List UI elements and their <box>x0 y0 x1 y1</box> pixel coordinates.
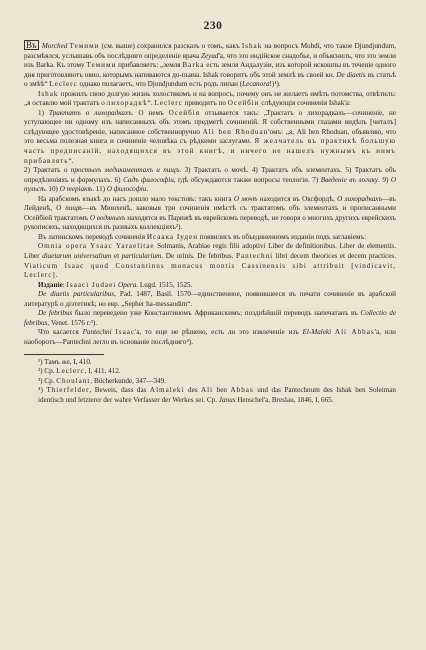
text-run: , гдѣ обсуждаются также вопросы теологіи. 7) <box>173 175 321 184</box>
text-run: Что касается <box>38 328 83 337</box>
italic-title: О мочѣ <box>233 194 258 203</box>
text-run: . О немъ <box>131 108 169 117</box>
footnote <box>24 367 396 377</box>
text-run: und das Pantechnum des Ishak ben Soleiman identisch und letzterer der wahre Verfasser der Werkes sei. Cp. <box>38 386 397 404</box>
text-run: : <box>62 280 67 289</box>
text-run: . 9) <box>378 175 391 184</box>
text-run: слѣдующія сочиненія Ishak'a: <box>259 99 351 108</box>
italic-title: Zeyad <box>201 51 219 60</box>
spaced-name: Thierfelder <box>46 386 90 395</box>
spaced-name: Осейбіи <box>227 99 260 108</box>
spaced-name: Осейбія <box>168 108 200 117</box>
paragraph <box>24 328 396 347</box>
spaced-name: Исаака Іуден <box>146 232 199 241</box>
text-run: des <box>184 386 202 395</box>
text-run: . 10) <box>44 185 60 194</box>
text-run: ). <box>188 337 194 346</box>
spaced-name: Isaaci Judaei <box>66 280 117 289</box>
italic-title: О водяныхъ <box>89 213 126 222</box>
text-run: “. <box>147 99 155 108</box>
text-run: . <box>55 271 58 280</box>
text-run: 'а, то еще не рѣшено, есть ли это извлеченіе изъ <box>135 328 303 337</box>
text-run: , Bücherkunde, 347—349. <box>90 376 166 385</box>
paragraph <box>24 309 396 328</box>
text-run: . De urinis. De febribus. <box>161 252 236 261</box>
italic-title: De diaetis <box>336 70 366 79</box>
paragraph <box>24 290 396 309</box>
text-run: ). <box>178 223 183 232</box>
spaced-name: Темими <box>86 61 117 70</box>
text-run: 1) <box>38 108 49 117</box>
text-run: Въ латинскомъ переводѣ сочиненія <box>38 232 147 241</box>
italic-title: Collectio de febribus <box>24 309 396 327</box>
drop-cap: Въ <box>26 40 37 50</box>
text-run: однако полагаетъ, что Djundjundum есть родъ липан ( <box>77 80 243 89</box>
text-run: . 3) Трактатъ о мочѣ. 4) Трактатъ объ элементахъ. 5) Трактатъ объ опредѣленіяхъ и формулахъ. 6) <box>24 166 396 184</box>
body-text <box>24 40 396 405</box>
text-run: Henschel'a, Breslau, 1846, I, 665. <box>235 395 334 404</box>
paragraph <box>24 40 396 90</box>
italic-title: простыхъ медикаментахъ и пищъ <box>70 166 180 175</box>
paragraph <box>24 233 396 243</box>
text-run: прожилъ свою долгую жизнь холостякомъ и на вопросъ, почему онъ не желаетъ имѣть потомства, отвѣтилъ: „я оставлю мой трактатъ о <box>24 89 396 108</box>
paragraph <box>24 195 396 233</box>
text-run: —въ Мюнхенѣ, каковыя три сочиненія имѣстѣ съ трактатомъ объ элементахъ и прописанными Осейбіей трактатомъ <box>24 204 396 222</box>
text-run: . Lugd. 1515, 1525. <box>136 280 193 289</box>
text-run: . 11) <box>92 185 107 194</box>
spaced-name: Choulant <box>56 376 91 385</box>
text-run: !) <box>269 80 275 89</box>
text-run: есть земля Андалузіи, изъ которой искошпы въ теченіе одного дня приготовляютъ овно, которымъ напиваются до-пьяна. Ishak говоритъ объ этой землѣ въ своей кн. <box>24 61 396 79</box>
italic-title: De diaetis particularibus <box>38 290 115 299</box>
text-run: 2) Трактатъ о <box>24 166 71 175</box>
footnote <box>24 386 396 405</box>
text-run: приводитъ по <box>182 99 228 108</box>
italic-title: О теріакѣ <box>59 185 93 194</box>
text-run: , Pad. 1487, Basil. 1570—единственное, появившееся въ печати сочиненіе въ арабской литературѣ о діэтетикѣ; но евр. „Sepher ha-messaodim“. <box>24 290 396 308</box>
italic-title: Трактатъ о лихорадкахъ <box>48 108 132 117</box>
spaced-name: Ali <box>201 386 214 395</box>
italic-title: О пульсѣ <box>24 175 396 194</box>
italic-title: Pantechni <box>82 328 112 337</box>
text-run: , Venet. 1576 г. <box>47 318 91 327</box>
italic-title: Opera <box>118 280 137 289</box>
footnote-divider <box>24 354 104 355</box>
paragraph <box>24 90 396 109</box>
text-run: 'а, или наоборотъ—Pantechni легло въ основаніе послѣдняго <box>24 328 396 346</box>
text-run: ²) Ср. <box>38 367 57 376</box>
text-run: ben <box>213 386 231 395</box>
spaced-name: Barka <box>182 61 205 70</box>
text-run: 'омъ: „я, Ali ben Rhoduan, объявляю, что это весьма полезная книга и сочиненіе человѣка съ рѣдкими заслугами. <box>24 127 396 146</box>
italic-title: Lecanora <box>242 80 270 89</box>
text-run: ). <box>92 318 97 327</box>
text-run: находятся въ Парижѣ въ еврейскомъ переводѣ, не говоря о многихъ другихъ еврейскихъ рукописяхъ, находящихся въ разныхъ коллекціяхъ <box>24 213 396 232</box>
bold-label: Изданіе <box>38 280 63 289</box>
text-run: отзывается такъ: „Трактатъ о лихорадкахъ—сочиненіе, не уступающее ни одному изъ написанныхъ объ этомъ предметѣ сочиненій. Я собственными глазами видѣлъ [читалъ] слѣдующее удостовѣреніе, написанное собственноручно <box>24 108 397 136</box>
footnote-marker: ² <box>175 223 179 232</box>
footnote-marker: ¹ <box>274 80 277 89</box>
text-run: На арабскомъ языкѣ до насъ дошло мало текстовъ: такъ книга <box>38 194 234 203</box>
text-run: (см. выше) сохранился разсказъ о томъ, какъ <box>99 42 242 50</box>
text-run: ⁴) <box>38 386 47 395</box>
spaced-name: лихорадкѣ <box>106 99 148 108</box>
text-run: libri decem theorices et decem practices. <box>273 252 396 261</box>
italic-title: О философіи <box>106 185 147 194</box>
spaced-name: Темими <box>69 42 100 50</box>
text-run: было переведено уже Константиномъ Африканскимъ; позднѣйшій переводъ напечатанъ въ <box>72 309 361 318</box>
text-run: . <box>146 185 149 194</box>
text-run: 'a, что это индійское снадобье, и объяснилъ, что это земли изъ Barka. Къ этому <box>24 51 396 70</box>
paragraph <box>24 166 396 195</box>
text-run: Solmanis, Arabiae regis filii adoptivi Liber de definitionibus. Liber de elementis. Liber <box>24 242 396 261</box>
text-run: появились въ объединенномъ изданіи подъ заглавіемъ: <box>198 232 367 241</box>
text-run: прибавляетъ: „земля <box>116 61 183 70</box>
text-run: ). <box>276 80 281 89</box>
spaced-name: Leclerc <box>56 367 85 376</box>
footnote <box>24 358 396 368</box>
text-run: въ статьѣ о змѣѣ“ <box>24 70 396 89</box>
spaced-name: Я желчатель въ практикѣ большую часть предписаній, находящихся въ этой книгѣ, и ничего не нашелъ нужнымъ къ нимъ прибавлять <box>24 137 396 165</box>
spaced-name: Omnia opera Ysaac Yaraelitae <box>38 242 155 251</box>
spaced-name: Ishak <box>38 89 59 98</box>
text-run: et <box>111 252 122 261</box>
text-run: находится въ Оксфордѣ, <box>257 194 338 203</box>
spaced-name: Abbas <box>230 386 254 395</box>
italic-title: Введеніе въ логику <box>320 175 379 184</box>
italic-title: diaetarum universalium <box>42 252 112 261</box>
italic-title: El-Maleki <box>302 328 332 337</box>
footnote <box>24 377 396 387</box>
page-number: 230 <box>203 20 223 32</box>
paragraph <box>24 242 396 280</box>
spaced-name: Ali ben Rhoduan <box>202 127 269 136</box>
text-run: ¹) Тамъ же, I, 410. <box>38 357 92 366</box>
spaced-name: Pantechni <box>236 252 274 261</box>
paragraph <box>24 281 396 291</box>
text-run: —въ Лейденѣ, <box>24 194 396 213</box>
text-run: на вопросъ Mohdi, что такое Djundjundum, разсмѣялся, услышавъ объ послѣдняго определеніе врача <box>24 42 396 60</box>
paragraph <box>24 109 396 166</box>
footnote-marker: ³ <box>90 318 93 327</box>
italic-title: Садъ философіи <box>123 175 174 184</box>
italic-title: О пищѣ <box>56 204 83 213</box>
italic-title: particularium <box>121 252 162 261</box>
italic-title: De febribus <box>38 309 73 318</box>
text-run: ³) Ср. <box>38 376 57 385</box>
footnotes <box>24 358 396 406</box>
footnote-marker: ⁴ <box>186 337 189 346</box>
italic-title: Janus <box>218 395 236 404</box>
text-run: “. <box>68 156 74 165</box>
italic-title: О лихорадкахъ <box>337 194 382 203</box>
spaced-name: Almaleki <box>149 386 185 395</box>
spaced-name: Leclerc <box>154 99 183 108</box>
spaced-name: Ishak <box>241 42 263 50</box>
spaced-name: Leclerc <box>49 80 78 89</box>
spaced-name: Isaac <box>115 328 136 337</box>
spaced-name: Ali Abbas <box>334 328 375 337</box>
text-run: , I, 411, 412. <box>84 367 121 376</box>
italic-title: Morched <box>41 42 68 50</box>
text-run: , Beweis, dass das <box>89 386 150 395</box>
spaced-name: Viaticum Isaac quod Constantinus monacus montis Cassinensis sibi attribuit [vindicavit, Leclerc] <box>24 261 396 280</box>
